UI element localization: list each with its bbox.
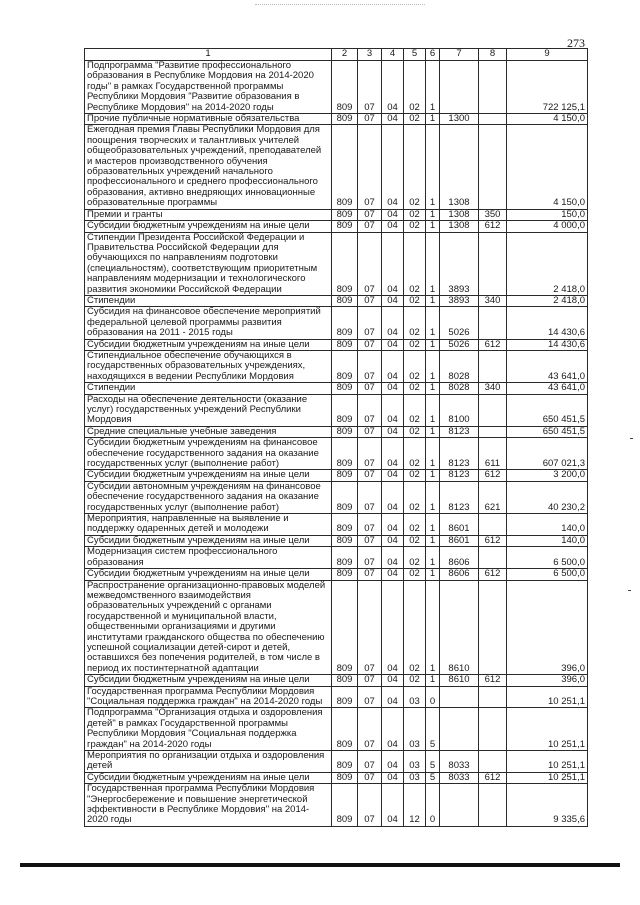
code-expense-type <box>479 708 507 751</box>
code-expense-type: 612 <box>479 470 507 481</box>
column-header: 5 <box>404 49 426 61</box>
code-subsection: 04 <box>382 295 404 306</box>
row-name: Субсидии бюджетным учреждениям на финансовое обеспечение государственного задания на оказание государственных услуг (выполнение работ) <box>85 438 332 470</box>
table-row <box>85 307 588 339</box>
code-program: 02 <box>404 675 426 686</box>
row-amount: 43 641,0 <box>507 350 588 382</box>
code-section: 07 <box>358 708 382 751</box>
code-ministry: 809 <box>332 686 358 708</box>
margin-mark <box>630 438 633 439</box>
row-amount: 43 641,0 <box>507 383 588 394</box>
table-row <box>85 232 588 295</box>
code-subprogram: 5 <box>426 772 440 783</box>
code-ministry: 809 <box>332 481 358 513</box>
code-program: 02 <box>404 209 426 220</box>
code-subprogram: 0 <box>426 784 440 827</box>
code-subprogram: 1 <box>426 470 440 481</box>
row-name: Стипендии <box>85 295 332 306</box>
table-row <box>85 383 588 394</box>
row-amount: 14 430,6 <box>507 339 588 350</box>
row-amount: 4 150,0 <box>507 125 588 209</box>
code-direction: 8610 <box>440 675 479 686</box>
code-expense-type: 612 <box>479 772 507 783</box>
code-program: 02 <box>404 438 426 470</box>
code-program: 02 <box>404 535 426 546</box>
code-section: 07 <box>358 61 382 114</box>
code-direction: 8033 <box>440 772 479 783</box>
table-row <box>85 221 588 232</box>
code-subprogram: 1 <box>426 114 440 125</box>
code-expense-type: 612 <box>479 675 507 686</box>
code-ministry: 809 <box>332 535 358 546</box>
code-section: 07 <box>358 114 382 125</box>
code-subsection: 04 <box>382 708 404 751</box>
code-direction: 8606 <box>440 547 479 569</box>
row-amount: 650 451,5 <box>507 426 588 437</box>
code-subprogram: 1 <box>426 383 440 394</box>
code-subprogram: 1 <box>426 481 440 513</box>
code-subprogram: 1 <box>426 438 440 470</box>
code-direction <box>440 686 479 708</box>
code-ministry: 809 <box>332 209 358 220</box>
code-direction: 1308 <box>440 221 479 232</box>
code-section: 07 <box>358 675 382 686</box>
code-section: 07 <box>358 394 382 426</box>
code-expense-type <box>479 580 507 675</box>
code-ministry: 809 <box>332 350 358 382</box>
code-ministry: 809 <box>332 383 358 394</box>
code-direction: 8606 <box>440 569 479 580</box>
table-row <box>85 438 588 470</box>
code-program: 03 <box>404 686 426 708</box>
code-program: 02 <box>404 481 426 513</box>
row-name: Субсидии бюджетным учреждениям на иные цели <box>85 221 332 232</box>
column-header: 2 <box>332 49 358 61</box>
code-section: 07 <box>358 470 382 481</box>
code-expense-type: 340 <box>479 295 507 306</box>
row-name: Стипендии Президента Российской Федерации и Правительства Российской Федерации для обучающихся по направлениям подготовки (специальностям), соответствующим приоритетным направлениям модернизации и технологического развития экономики Российской Федерации <box>85 232 332 295</box>
table-row <box>85 339 588 350</box>
table-row <box>85 535 588 546</box>
code-ministry: 809 <box>332 751 358 773</box>
code-program: 02 <box>404 232 426 295</box>
budget-table <box>84 48 588 827</box>
row-name: Субсидии бюджетным учреждениям на иные цели <box>85 772 332 783</box>
row-amount: 10 251,1 <box>507 708 588 751</box>
code-subsection: 04 <box>382 569 404 580</box>
code-direction: 8123 <box>440 470 479 481</box>
code-direction: 8610 <box>440 580 479 675</box>
code-section: 07 <box>358 535 382 546</box>
code-ministry: 809 <box>332 114 358 125</box>
code-program: 02 <box>404 307 426 339</box>
code-expense-type <box>479 547 507 569</box>
row-amount: 14 430,6 <box>507 307 588 339</box>
code-subsection: 04 <box>382 580 404 675</box>
code-program: 03 <box>404 751 426 773</box>
code-expense-type: 612 <box>479 569 507 580</box>
code-subprogram: 1 <box>426 547 440 569</box>
code-subsection: 04 <box>382 339 404 350</box>
code-section: 07 <box>358 751 382 773</box>
code-direction: 1308 <box>440 209 479 220</box>
row-name: Субсидии бюджетным учреждениям на иные цели <box>85 675 332 686</box>
table-row <box>85 209 588 220</box>
row-name: Стипендии <box>85 383 332 394</box>
code-subsection: 04 <box>382 426 404 437</box>
code-expense-type: 612 <box>479 535 507 546</box>
code-section: 07 <box>358 438 382 470</box>
code-expense-type <box>479 751 507 773</box>
code-section: 07 <box>358 339 382 350</box>
code-subprogram: 1 <box>426 61 440 114</box>
code-subsection: 04 <box>382 350 404 382</box>
code-subsection: 04 <box>382 209 404 220</box>
code-direction: 8601 <box>440 535 479 546</box>
row-name: Субсидии бюджетным учреждениям на иные цели <box>85 535 332 546</box>
code-subsection: 04 <box>382 114 404 125</box>
code-ministry: 809 <box>332 295 358 306</box>
code-expense-type <box>479 514 507 536</box>
table-row <box>85 295 588 306</box>
code-expense-type: 611 <box>479 438 507 470</box>
code-program: 02 <box>404 470 426 481</box>
code-subsection: 04 <box>382 514 404 536</box>
table-body <box>85 61 588 827</box>
code-subprogram: 1 <box>426 295 440 306</box>
code-subprogram: 1 <box>426 675 440 686</box>
code-ministry: 809 <box>332 675 358 686</box>
code-section: 07 <box>358 481 382 513</box>
row-name: Субсидии автономным учреждениям на финансовое обеспечение государственного задания на оказание государственных услуг (выполнение работ) <box>85 481 332 513</box>
code-subprogram: 1 <box>426 350 440 382</box>
code-program: 02 <box>404 221 426 232</box>
code-ministry: 809 <box>332 221 358 232</box>
table-row <box>85 426 588 437</box>
table-row <box>85 580 588 675</box>
column-header: 4 <box>382 49 404 61</box>
row-name: Субсидии бюджетным учреждениям на иные цели <box>85 339 332 350</box>
row-name: Средние специальные учебные заведения <box>85 426 332 437</box>
code-subsection: 04 <box>382 481 404 513</box>
code-subprogram: 1 <box>426 426 440 437</box>
code-ministry: 809 <box>332 547 358 569</box>
code-direction: 8033 <box>440 751 479 773</box>
code-subprogram: 1 <box>426 232 440 295</box>
code-ministry: 809 <box>332 307 358 339</box>
code-subprogram: 0 <box>426 686 440 708</box>
code-expense-type <box>479 61 507 114</box>
row-name: Распространение организационно-правовых моделей межведомственного взаимодействия образовательных учреждений с органами государственной и муниципальной власти, общественными организациями и другими институтами гражданского общества по обеспечению успешной социализации детей-сирот и детей, оставшихся без попечения родителей, в том числе в период их постинтернатной адаптации <box>85 580 332 675</box>
code-subprogram: 1 <box>426 535 440 546</box>
code-subsection: 04 <box>382 232 404 295</box>
code-direction <box>440 784 479 827</box>
code-program: 02 <box>404 114 426 125</box>
row-name: Подпрограмма "Организация отдыха и оздоровления детей" в рамках Государственной программы Республики Мордовия "Социальная поддержка граждан" на 2014-2020 годы <box>85 708 332 751</box>
row-name: Субсидии бюджетным учреждениям на иные цели <box>85 569 332 580</box>
row-name: Государственная программа Республики Мордовия "Социальная поддержка граждан" на 2014-2020 годы <box>85 686 332 708</box>
row-amount: 6 500,0 <box>507 547 588 569</box>
code-subprogram: 1 <box>426 307 440 339</box>
code-section: 07 <box>358 426 382 437</box>
code-subprogram: 1 <box>426 125 440 209</box>
row-amount: 150,0 <box>507 209 588 220</box>
row-amount: 140,0 <box>507 514 588 536</box>
row-amount: 40 230,2 <box>507 481 588 513</box>
row-amount: 722 125,1 <box>507 61 588 114</box>
table-row <box>85 125 588 209</box>
code-direction: 1300 <box>440 114 479 125</box>
row-amount: 140,0 <box>507 535 588 546</box>
code-subsection: 04 <box>382 307 404 339</box>
table-header-row <box>85 49 588 61</box>
code-section: 07 <box>358 221 382 232</box>
table-row <box>85 675 588 686</box>
code-direction: 3893 <box>440 295 479 306</box>
code-direction: 8123 <box>440 481 479 513</box>
code-subsection: 04 <box>382 772 404 783</box>
code-program: 02 <box>404 61 426 114</box>
code-program: 02 <box>404 394 426 426</box>
code-ministry: 809 <box>332 784 358 827</box>
code-expense-type <box>479 426 507 437</box>
column-header: 7 <box>440 49 479 61</box>
code-program: 12 <box>404 784 426 827</box>
code-expense-type <box>479 350 507 382</box>
column-header: 8 <box>479 49 507 61</box>
row-name: Ежегодная премия Главы Республики Мордовия для поощрения творческих и талантливых учителей общеобразовательных учреждений, преподавателей и мастеров производственного обучения образовательных учреждений начального профессионального и среднего профессионального образования, активно внедряющих инновационные образовательные программы <box>85 125 332 209</box>
code-ministry: 809 <box>332 772 358 783</box>
code-direction: 8100 <box>440 394 479 426</box>
code-direction: 5026 <box>440 307 479 339</box>
code-section: 07 <box>358 580 382 675</box>
code-expense-type <box>479 232 507 295</box>
code-ministry: 809 <box>332 426 358 437</box>
code-program: 03 <box>404 772 426 783</box>
row-amount: 2 418,0 <box>507 232 588 295</box>
row-amount: 2 418,0 <box>507 295 588 306</box>
code-program: 02 <box>404 295 426 306</box>
row-amount: 3 200,0 <box>507 470 588 481</box>
code-expense-type <box>479 114 507 125</box>
row-name: Мероприятия по организации отдыха и оздоровления детей <box>85 751 332 773</box>
row-amount: 10 251,1 <box>507 751 588 773</box>
scan-artifact <box>255 4 425 5</box>
code-program: 02 <box>404 514 426 536</box>
row-amount: 650 451,5 <box>507 394 588 426</box>
row-amount: 4 150,0 <box>507 114 588 125</box>
row-name: Премии и гранты <box>85 209 332 220</box>
code-ministry: 809 <box>332 470 358 481</box>
code-subprogram: 1 <box>426 339 440 350</box>
code-direction: 8601 <box>440 514 479 536</box>
table-row <box>85 481 588 513</box>
code-section: 07 <box>358 209 382 220</box>
code-subsection: 04 <box>382 675 404 686</box>
code-subsection: 04 <box>382 470 404 481</box>
code-ministry: 809 <box>332 708 358 751</box>
code-expense-type: 612 <box>479 339 507 350</box>
code-expense-type: 340 <box>479 383 507 394</box>
code-subsection: 04 <box>382 383 404 394</box>
code-subsection: 04 <box>382 547 404 569</box>
code-subsection: 04 <box>382 394 404 426</box>
code-subsection: 04 <box>382 438 404 470</box>
code-section: 07 <box>358 307 382 339</box>
column-header: 9 <box>507 49 588 61</box>
table-row <box>85 772 588 783</box>
table-row <box>85 569 588 580</box>
table-row <box>85 470 588 481</box>
code-subprogram: 1 <box>426 209 440 220</box>
column-header: 6 <box>426 49 440 61</box>
code-subsection: 04 <box>382 784 404 827</box>
table-row <box>85 394 588 426</box>
code-expense-type <box>479 125 507 209</box>
code-program: 02 <box>404 350 426 382</box>
code-ministry: 809 <box>332 438 358 470</box>
code-subprogram: 1 <box>426 514 440 536</box>
column-header: 1 <box>85 49 332 61</box>
code-program: 03 <box>404 708 426 751</box>
code-direction: 3893 <box>440 232 479 295</box>
column-header: 3 <box>358 49 382 61</box>
table-row <box>85 514 588 536</box>
code-section: 07 <box>358 383 382 394</box>
table-row <box>85 350 588 382</box>
code-section: 07 <box>358 514 382 536</box>
code-program: 02 <box>404 580 426 675</box>
code-ministry: 809 <box>332 394 358 426</box>
table-row <box>85 751 588 773</box>
row-amount: 396,0 <box>507 675 588 686</box>
table-row <box>85 114 588 125</box>
row-name: Прочие публичные нормативные обязательства <box>85 114 332 125</box>
code-section: 07 <box>358 547 382 569</box>
code-ministry: 809 <box>332 232 358 295</box>
row-name: Подпрограмма "Развитие профессионального образования в Республике Мордовия на 2014-2020 годы" в рамках Государственной программы Республики Мордовия "Развитие образования в Республике Мордовия" на 2014-2020 годы <box>85 61 332 114</box>
code-ministry: 809 <box>332 580 358 675</box>
code-ministry: 809 <box>332 125 358 209</box>
page-number: 273 <box>567 36 585 50</box>
code-subprogram: 5 <box>426 751 440 773</box>
code-subprogram: 5 <box>426 708 440 751</box>
code-subprogram: 1 <box>426 569 440 580</box>
row-name: Стипендиальное обеспечение обучающихся в государственных образовательных учреждениях, находящихся в ведении Республики Мордовия <box>85 350 332 382</box>
code-ministry: 809 <box>332 514 358 536</box>
code-section: 07 <box>358 686 382 708</box>
code-ministry: 809 <box>332 339 358 350</box>
code-section: 07 <box>358 295 382 306</box>
row-amount: 4 000,0 <box>507 221 588 232</box>
code-direction: 8028 <box>440 383 479 394</box>
row-name: Модернизация систем профессионального образования <box>85 547 332 569</box>
code-ministry: 809 <box>332 569 358 580</box>
table-row <box>85 686 588 708</box>
code-section: 07 <box>358 772 382 783</box>
row-name: Мероприятия, направленные на выявление и поддержку одаренных детей и молодежи <box>85 514 332 536</box>
code-direction <box>440 61 479 114</box>
code-section: 07 <box>358 125 382 209</box>
code-program: 02 <box>404 547 426 569</box>
code-subsection: 04 <box>382 221 404 232</box>
code-direction: 8123 <box>440 438 479 470</box>
code-expense-type <box>479 784 507 827</box>
row-amount: 396,0 <box>507 580 588 675</box>
code-direction: 5026 <box>440 339 479 350</box>
table-row <box>85 784 588 827</box>
scan-edge <box>20 863 620 867</box>
code-subsection: 04 <box>382 535 404 546</box>
row-name: Государственная программа Республики Мордовия "Энергосбережение и повышение энергетической эффективности в Республике Мордовия" на 2014-2020 годы <box>85 784 332 827</box>
row-amount: 10 251,1 <box>507 686 588 708</box>
code-direction: 1308 <box>440 125 479 209</box>
row-amount: 607 021,3 <box>507 438 588 470</box>
row-amount: 6 500,0 <box>507 569 588 580</box>
margin-mark <box>628 590 631 591</box>
code-subprogram: 1 <box>426 221 440 232</box>
code-subsection: 04 <box>382 125 404 209</box>
row-name: Субсидии бюджетным учреждениям на иные цели <box>85 470 332 481</box>
code-expense-type: 612 <box>479 221 507 232</box>
code-subsection: 04 <box>382 686 404 708</box>
code-program: 02 <box>404 426 426 437</box>
code-expense-type: 350 <box>479 209 507 220</box>
code-program: 02 <box>404 383 426 394</box>
code-expense-type <box>479 307 507 339</box>
code-section: 07 <box>358 232 382 295</box>
code-section: 07 <box>358 350 382 382</box>
table-row <box>85 708 588 751</box>
code-ministry: 809 <box>332 61 358 114</box>
row-name: Субсидия на финансовое обеспечение мероприятий федеральной целевой программы развития образования на 2011 - 2015 годы <box>85 307 332 339</box>
code-direction: 8123 <box>440 426 479 437</box>
row-name: Расходы на обеспечение деятельности (оказание услуг) государственных учреждений Республики Мордовия <box>85 394 332 426</box>
table-row <box>85 547 588 569</box>
code-direction: 8028 <box>440 350 479 382</box>
code-section: 07 <box>358 784 382 827</box>
code-direction <box>440 708 479 751</box>
code-expense-type <box>479 686 507 708</box>
row-amount: 9 335,6 <box>507 784 588 827</box>
row-amount: 10 251,1 <box>507 772 588 783</box>
code-subsection: 04 <box>382 751 404 773</box>
code-program: 02 <box>404 339 426 350</box>
table-row <box>85 61 588 114</box>
code-subsection: 04 <box>382 61 404 114</box>
code-program: 02 <box>404 569 426 580</box>
code-expense-type <box>479 394 507 426</box>
code-expense-type: 621 <box>479 481 507 513</box>
code-subprogram: 1 <box>426 580 440 675</box>
code-program: 02 <box>404 125 426 209</box>
code-section: 07 <box>358 569 382 580</box>
code-subprogram: 1 <box>426 394 440 426</box>
